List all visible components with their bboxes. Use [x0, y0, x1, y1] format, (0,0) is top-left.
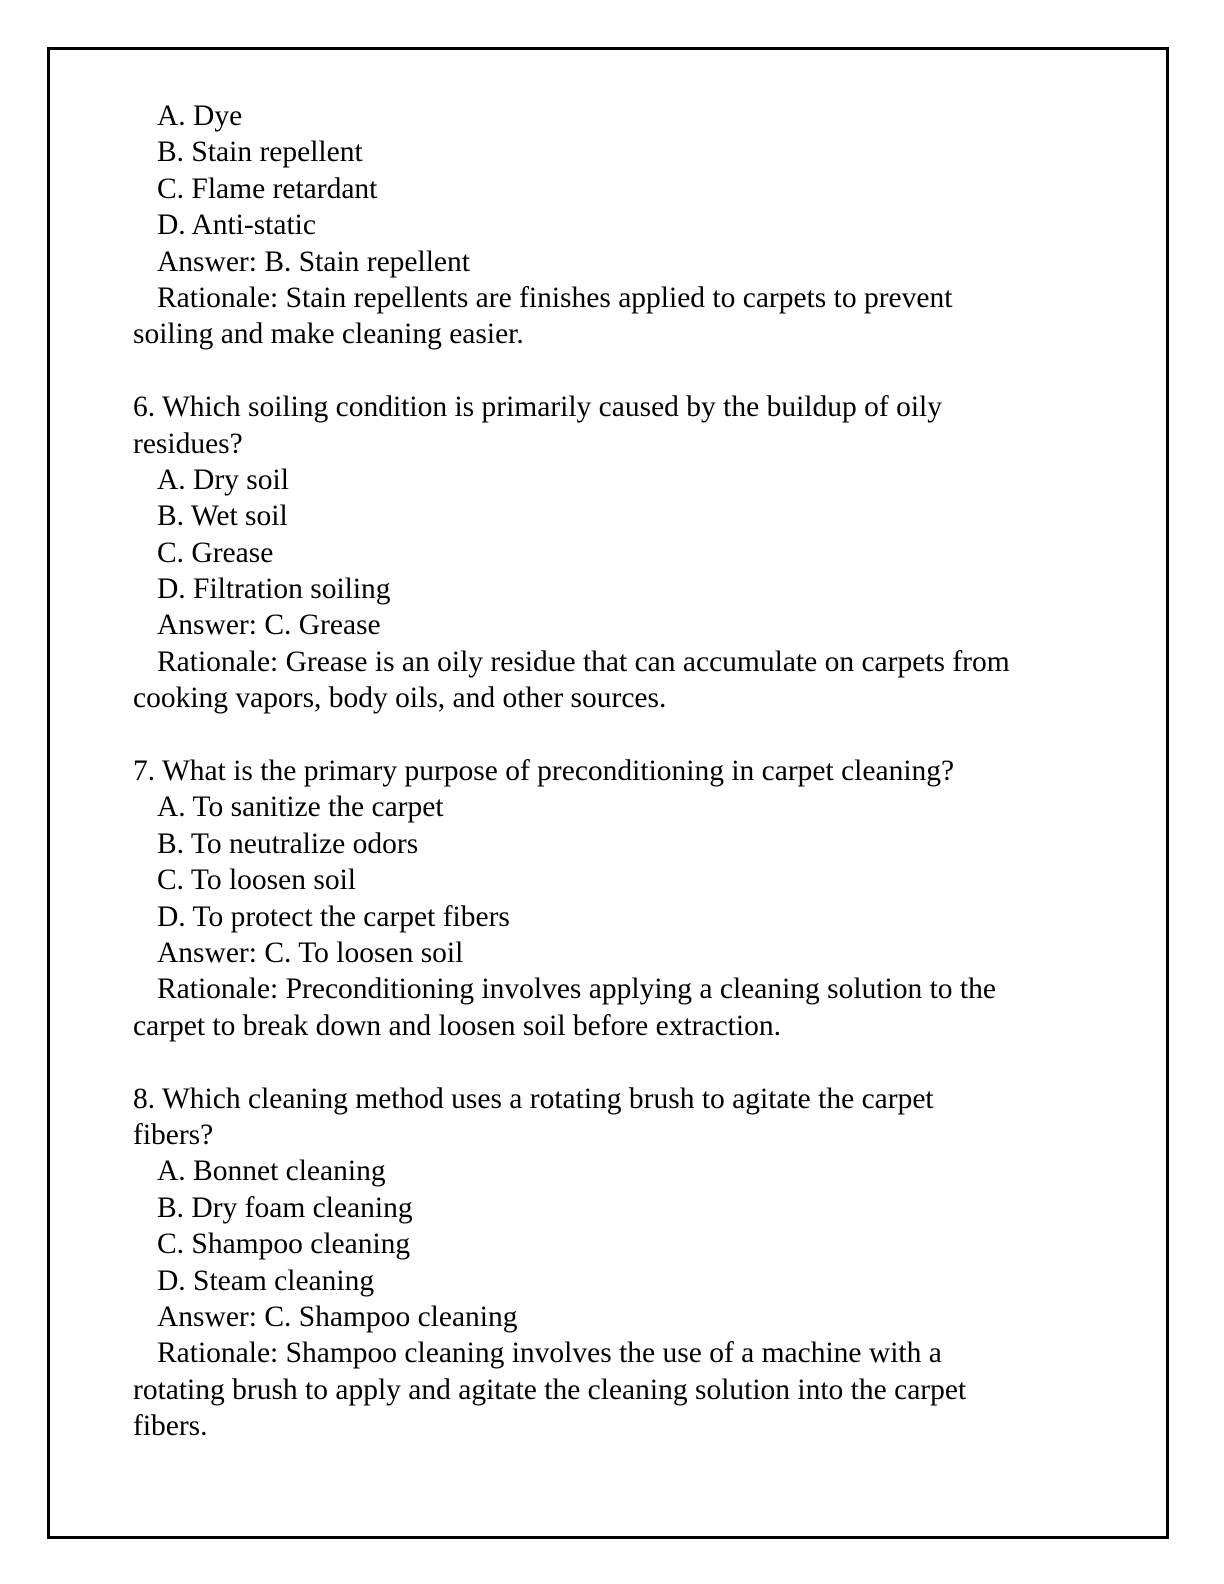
- rationale-line: Rationale: Preconditioning involves applying a cleaning solution to the: [157, 973, 996, 1006]
- answer: Answer: C. Shampoo cleaning: [157, 1300, 518, 1333]
- question-7: [133, 753, 1093, 1044]
- option-d: D. Filtration soiling: [157, 573, 391, 606]
- question-8: [133, 1081, 1093, 1445]
- option-a: A. Dye: [157, 100, 243, 132]
- option-c: C. Grease: [157, 536, 274, 569]
- question-text: 8. Which cleaning method uses a rotating brush to agitate the carpet: [133, 1082, 934, 1115]
- option-a: A. To sanitize the carpet: [157, 791, 444, 824]
- rationale-line: carpet to break down and loosen soil before extraction.: [133, 1009, 781, 1042]
- rationale-line: Rationale: Shampoo cleaning involves the use of a machine with a: [157, 1337, 942, 1370]
- option-d: D. Anti-static: [157, 209, 316, 242]
- rationale-line: soiling and make cleaning easier.: [133, 318, 524, 351]
- option-c: C. To loosen soil: [157, 864, 356, 897]
- answer: Answer: B. Stain repellent: [157, 245, 470, 278]
- option-a: A. Dry soil: [157, 463, 289, 496]
- option-b: B. To neutralize odors: [157, 827, 419, 860]
- spacer: [133, 1044, 1093, 1080]
- option-b: B. Wet soil: [157, 500, 288, 533]
- option-b: B. Stain repellent: [157, 136, 363, 169]
- rationale-line: Rationale: Grease is an oily residue that can accumulate on carpets from: [157, 645, 1010, 678]
- answer: Answer: C. To loosen soil: [157, 936, 464, 969]
- rationale-line: fibers.: [133, 1410, 208, 1443]
- document-body: [133, 98, 1093, 1444]
- option-d: D. Steam cleaning: [157, 1264, 375, 1297]
- question-text: 7. What is the primary purpose of preconditioning in carpet cleaning?: [133, 755, 955, 788]
- rationale-line: cooking vapors, body oils, and other sources.: [133, 682, 667, 715]
- question-text: fibers?: [133, 1118, 214, 1151]
- question-text: residues?: [133, 427, 243, 460]
- question-text: 6. Which soiling condition is primarily caused by the buildup of oily: [133, 391, 942, 424]
- spacer: [133, 353, 1093, 389]
- question-5: [133, 98, 1093, 353]
- option-a: A. Bonnet cleaning: [157, 1155, 386, 1188]
- option-c: C. Shampoo cleaning: [157, 1228, 411, 1261]
- option-c: C. Flame retardant: [157, 172, 378, 205]
- question-6: [133, 389, 1093, 717]
- option-b: B. Dry foam cleaning: [157, 1191, 413, 1224]
- answer: Answer: C. Grease: [157, 609, 381, 642]
- option-d: D. To protect the carpet fibers: [157, 900, 510, 933]
- rationale-line: Rationale: Stain repellents are finishes applied to carpets to prevent: [157, 281, 953, 314]
- spacer: [133, 717, 1093, 753]
- rationale-line: rotating brush to apply and agitate the cleaning solution into the carpet: [133, 1373, 967, 1406]
